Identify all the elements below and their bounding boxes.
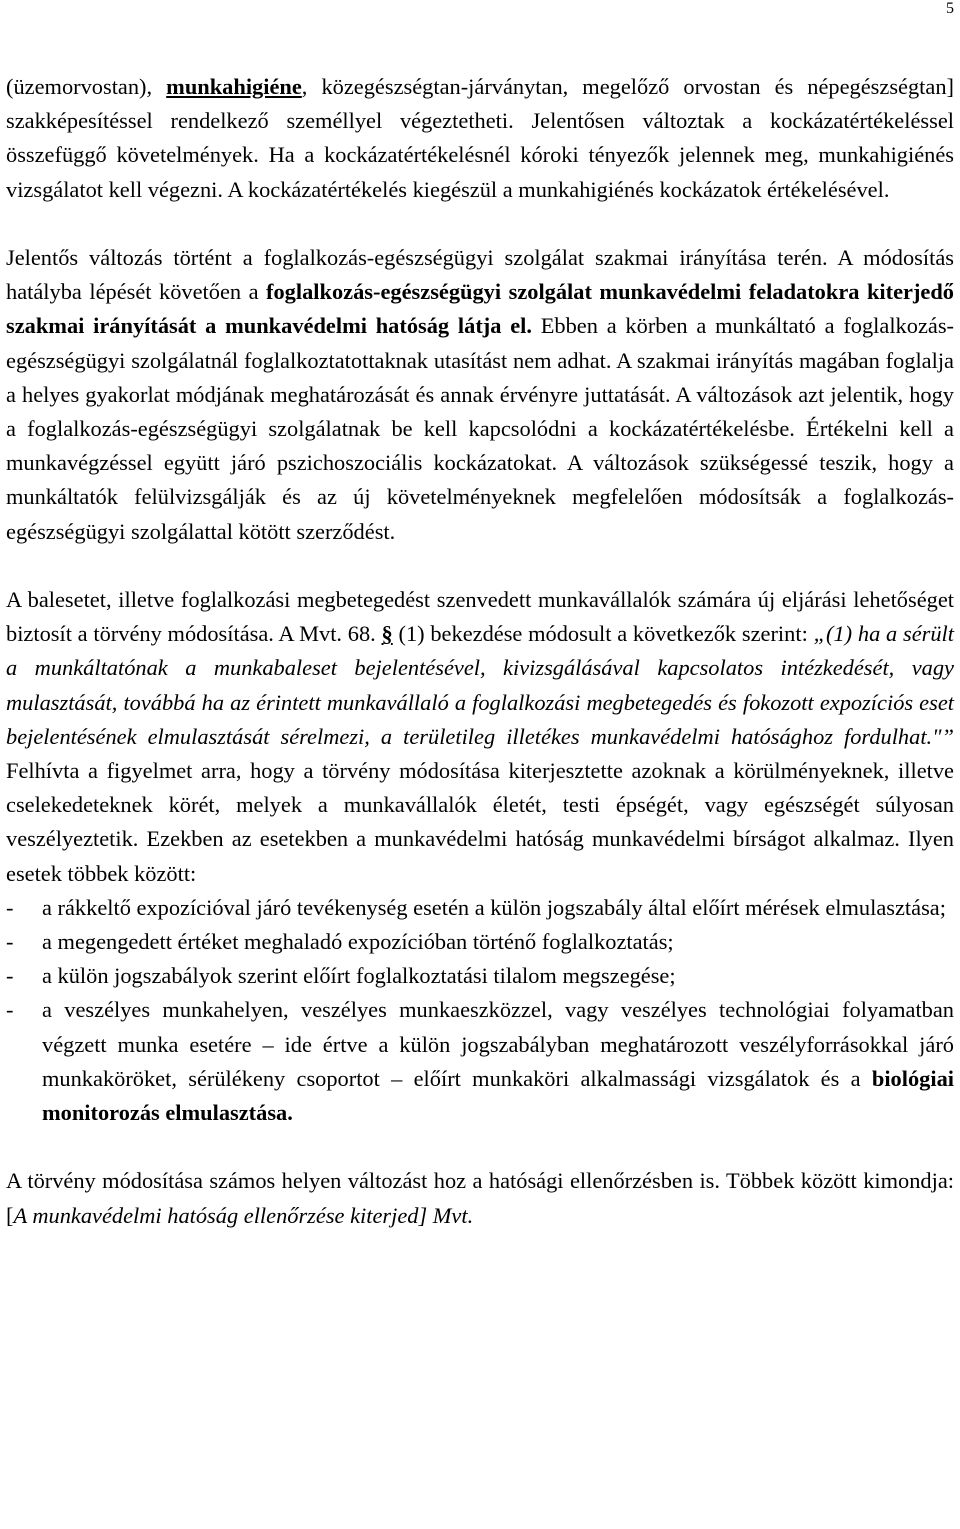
- paragraph-professional-supervision: Jelentős változás történt a foglalkozás-egészségügyi szolgálat szakmai irányítása terén. A módosítás hatályba lépését követően a foglalkozás-egészségügyi szolgálat munkavédelmi feladatokra kiterjedő szakmai irányítását a munkavédelmi hatóság látja el. Ebben a körben a munkáltató a foglalkozás-egészségügyi szolgálatnál foglalkoztatottaknak utasítást nem adhat. A szakmai irányítás magában foglalja a helyes gyakorlat módjának meghatározását és annak érvényre juttatását. A változások azt jelentik, hogy a foglalkozás-egészségügyi szolgálatnak be kell kapcsolódni a kockázatértékelésbe. Értékelni kell a munkavégzéssel együtt járó pszichoszociális kockázatokat. A változások szükségessé teszik, hogy a munkáltatók felülvizsgálják és az új követelményeknek megfelelően módosítsák a foglalkozás-egészségügyi szolgálattal kötött szerződést.: [6, 245, 954, 544]
- paragraph-gap: [6, 549, 954, 583]
- list-item: - a rákkeltő expozícióval járó tevékenység esetén a külön jogszabály által előírt mérések elmulasztása;: [6, 894, 946, 920]
- quoted-provision: „(1) ha a sérült a munkáltatónak a munkabaleset bejelentésével, kivizsgálásával kapcsolatos intézkedését, vagy mulasztását, továbbá ha az érintett munkavállaló a foglalkozási megbetegedés és fokozott expozíciós eset bejelentésének elmulasztását sérelmezi, a területileg illetékes munkavédelmi hatósághoz fordulhat."”: [6, 621, 954, 749]
- list-item: - a külön jogszabályok szerint előírt foglalkoztatási tilalom megszegése;: [6, 963, 676, 989]
- violation-list: [6, 891, 954, 1130]
- list-item: - a veszélyes munkahelyen, veszélyes munkaeszközzel, vagy veszélyes technológiai folyamatban végzett munka esetére – ide értve a külön jogszabályban meghatározott veszélyforrásokkal járó munkaköröket, sérülékeny csoportot – előírt munkaköri alkalmassági vizsgálatok és a biológiai monitorozás elmulasztása.: [6, 997, 954, 1126]
- paragraph-gap: [6, 207, 954, 241]
- list-item: - a megengedett értéket meghaladó expozícióban történő foglalkoztatás;: [6, 929, 674, 955]
- paragraph-gap: [6, 1130, 954, 1164]
- paragraph-occupational-hygiene: (üzemorvostan), munkahigiéne, közegészségtan-járványtan, megelőző orvostan és népegészségtan] szakképesítéssel rendelkező személlyel végeztetheti. Jelentősen változtak a kockázatértékeléssel összefüggő követelmények. Ha a kockázatértékelésnél kóroki tényezők jelennek meg, munkahigiénés vizsgálatot kell végezni. A kockázatértékelés kiegészül a munkahigiénés kockázatok értékelésével.: [6, 74, 954, 202]
- munkahigiene-link[interactable]: munkahigiéne: [166, 74, 302, 99]
- paragraph-inspection: A törvény módosítása számos helyen változást hoz a hatósági ellenőrzésben is. Többek között kimondja: [A munkavédelmi hatóság ellenőrzése kiterjed] Mvt.: [6, 1168, 954, 1228]
- section-sign: §: [381, 621, 393, 647]
- italic-inspection-text: A munkavédelmi hatóság ellenőrzése kiterjed] Mvt.: [13, 1202, 474, 1228]
- page-number: 5: [946, 0, 954, 17]
- bold-supervision-text: foglalkozás-egészségügyi szolgálat munkavédelmi feladatokra kiterjedő szakmai irányítását a munkavédelmi hatóság látja el.: [6, 279, 954, 339]
- paragraph-new-procedure: A balesetet, illetve foglalkozási megbetegedést szenvedett munkavállalók számára új eljárási lehetőséget biztosít a törvény módosítása. A Mvt. 68. § (1) bekezdése módosult a következők szerint: „(1) ha a sérült a munkáltatónak a munkabaleset bejelentésével, kivizsgálásával kapcsolatos intézkedését, vagy mulasztását, továbbá ha az érintett munkavállaló a foglalkozási megbetegedés és fokozott expozíciós eset bejelentésének elmulasztását sérelmezi, a területileg illetékes munkavédelmi hatósághoz fordulhat."” Felhívta a figyelmet arra, hogy a törvény módosítása kiterjesztette azoknak a körülményeknek, illetve cselekedeteknek körét, melyek a munkavállalók életét, testi épségét, vagy egészségét súlyosan veszélyeztetik. Ezekben az esetekben a munkavédelmi hatóság munkavédelmi bírságot alkalmaz. Ilyen esetek többek között:: [6, 587, 954, 886]
- document-body: [6, 70, 954, 1233]
- bold-monitoring-text: biológiai monitorozás elmulasztása.: [42, 1065, 954, 1126]
